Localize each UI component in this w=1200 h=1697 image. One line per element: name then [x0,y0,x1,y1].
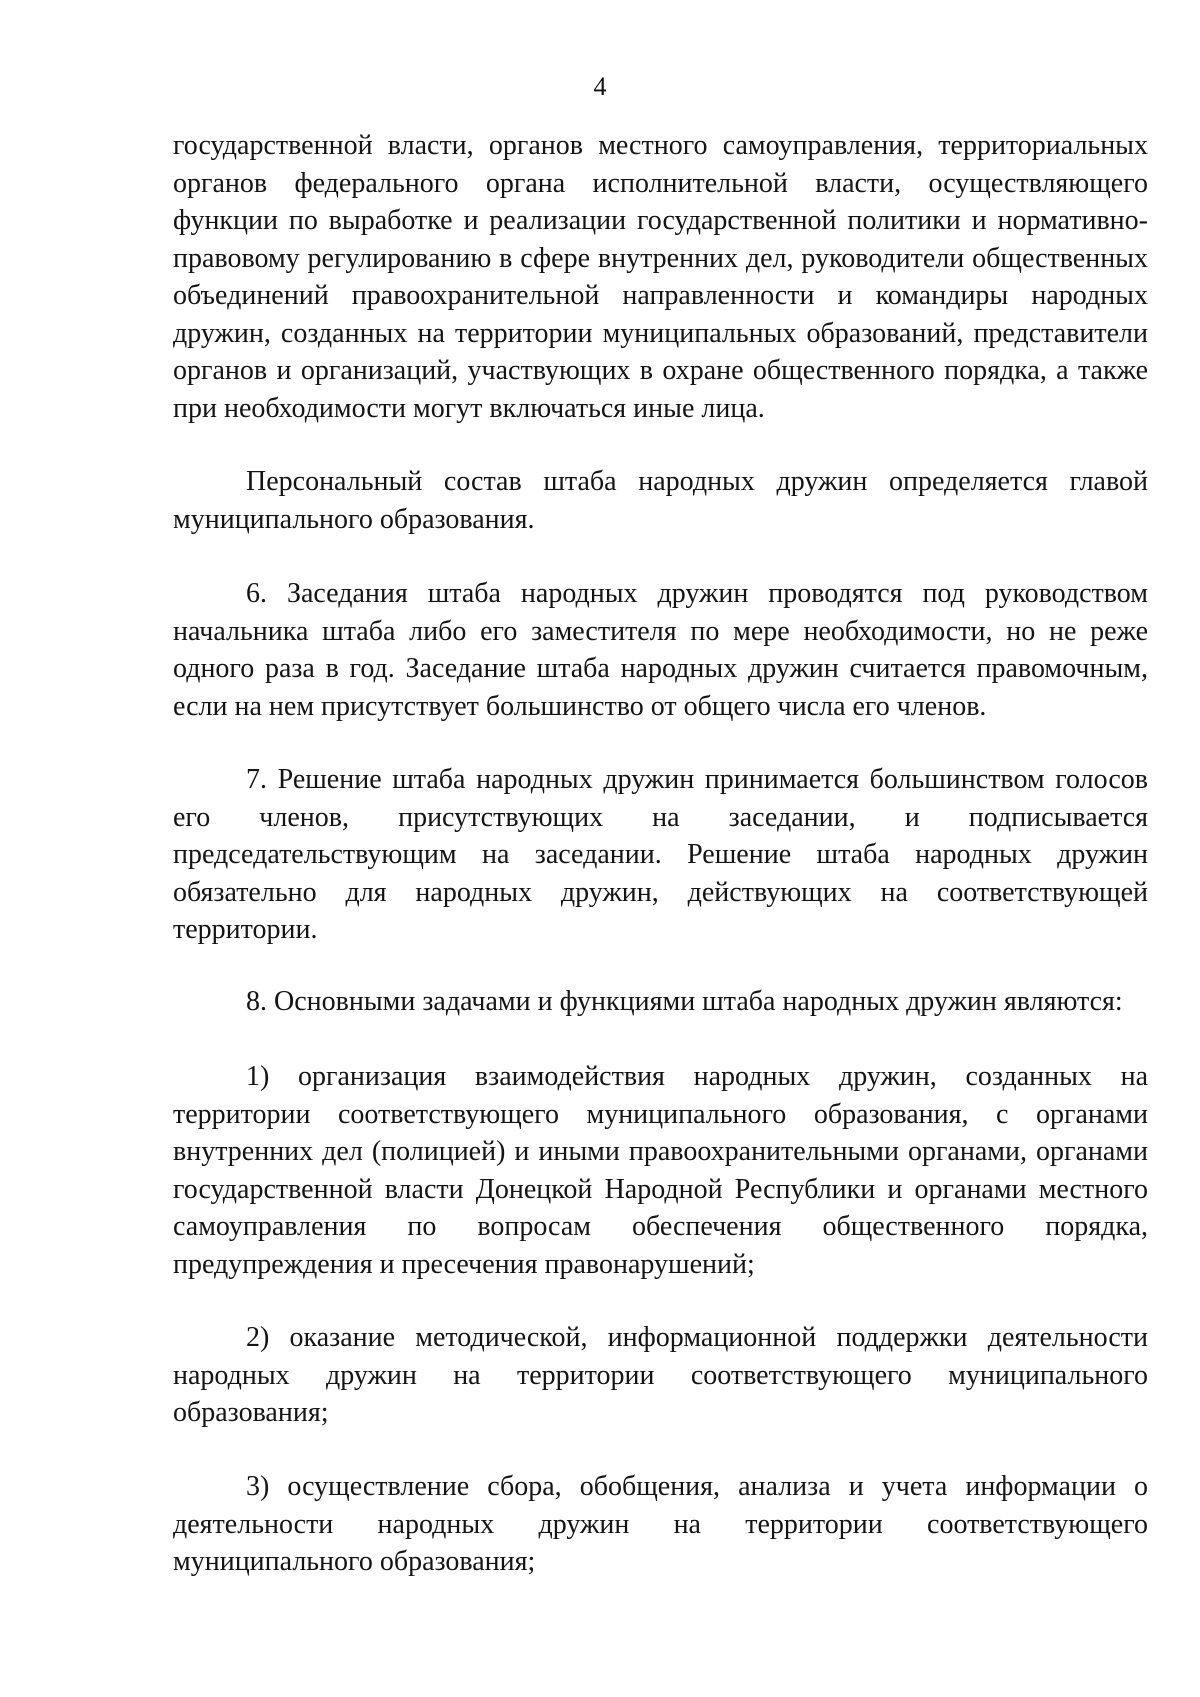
paragraph-continuation: государственной власти, органов местного самоуправления, территориальных органов федерального органа исполнительной власти, осуществляющего функции по выработке и реализации государственной политики и нормативно-правовому регулированию в сфере внутренних дел, руководители общественных объединений правоохранительной направленности и командиры народных дружин, созданных на территории муниципальных образований, представители органов и организаций, участвующих в охране общественного порядка, а также при необходимости могут включаться иные лица. [173,130,1148,424]
list-item-1: 1) организация взаимодействия народных дружин, созданных на территории соответствующего муниципального образования, с органами внутренних дел (полицией) и иными правоохранительными органами, органами государственной власти Донецкой Народной Республики и органами местного самоуправления по вопросам обеспечения общественного порядка, предупреждения и пресечения правонарушений; [173,1061,1148,1280]
list-item-3: 3) осуществление сбора, обобщения, анализа и учета информации о деятельности народных дружин на территории соответствующего муниципального образования; [173,1471,1148,1577]
paragraph-item-6: 6. Заседания штаба народных дружин проводятся под руководством начальника штаба либо его заместителя по мере необходимости, но не реже одного раза в год. Заседание штаба народных дружин считается правомочным, если на нем присутствует большинство от общего числа его членов. [173,578,1148,722]
paragraph-item-7: 7. Решение штаба народных дружин принимается большинством голосов его членов, присутствующих на заседании, и подписывается председательствующим на заседании. Решение штаба народных дружин обязательно для народных дружин, действующих на соответствующей территории. [173,764,1148,945]
page-number: 4 [593,72,607,101]
paragraph-staff-composition: Персональный состав штаба народных дружин определяется главой муниципального образования. [173,466,1148,535]
list-item-2: 2) оказание методической, информационной поддержки деятельности народных дружин на территории соответствующего муниципального образования; [173,1322,1148,1428]
paragraph-item-8: 8. Основными задачами и функциями штаба народных дружин являются: [246,986,1123,1017]
